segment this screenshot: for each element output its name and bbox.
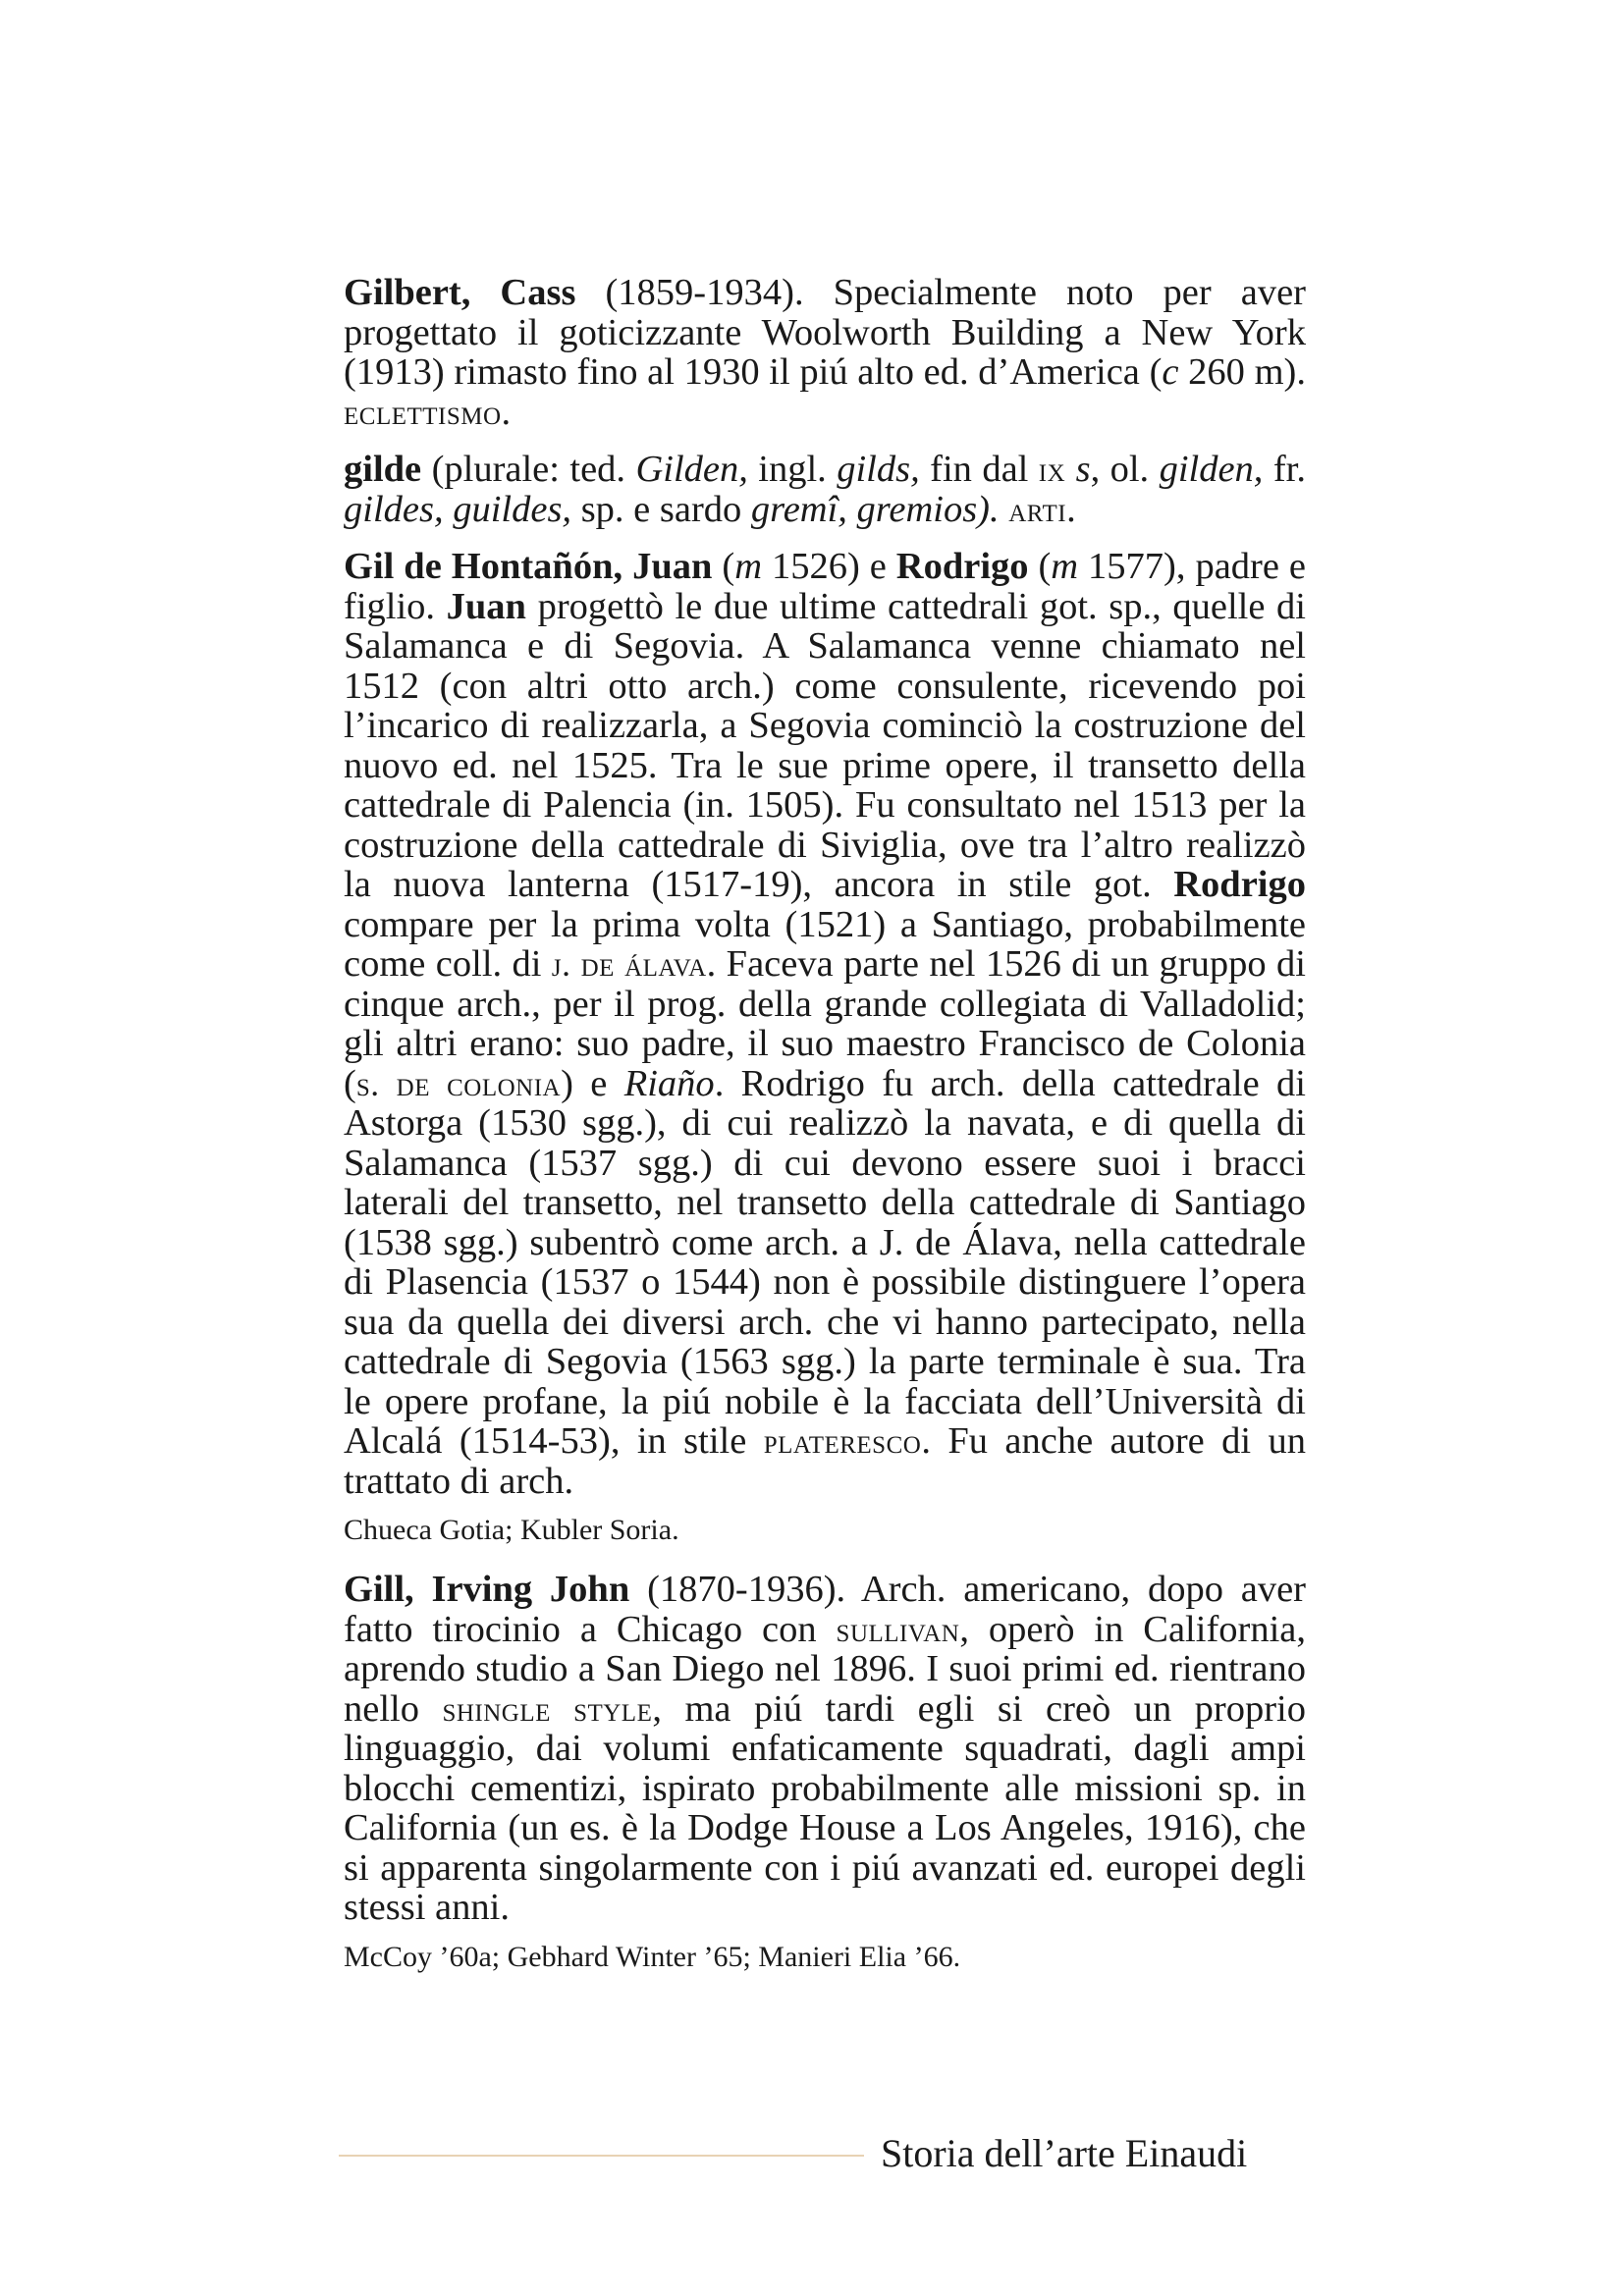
entry-text: 1577), padre e figlio.: [344, 546, 1306, 627]
entry-text: sp. e sardo: [571, 488, 751, 530]
cross-reference: shingle style: [442, 1688, 653, 1729]
entry-text: [1065, 449, 1075, 490]
entry-text: (1859-1934). Specialmente noto per aver progettato il goticizzante Woolworth Building a New York (1913) rimasto fino al 1930 il piú alto ed. d’America (: [344, 272, 1306, 393]
entry-text: (: [1028, 546, 1052, 587]
entry-text: gildes, guildes,: [344, 488, 572, 530]
entry-text: progettò le due ultime cattedrali got. sp., quelle di Salamanca e di Segovia. A Salamanca venne chiamato nel 1512 (con altri otto arch.) come consulente, ricevendo poi l’incarico di realizzarla, a Segovia cominciò la costruzione del nuovo ed. nel 1525. Tra le sue prime opere, il transetto della cattedrale di Palencia (in. 1505). Fu consultato nel 1513 per la costruzione della cattedrale di Siviglia, ove tra l’altro realizzò la nuova lanterna (1517-19), ancora in stile got.: [344, 585, 1306, 905]
entry-text: .: [501, 391, 512, 433]
entry-subhead: Juan: [446, 585, 526, 627]
page-body: [344, 273, 1306, 1997]
entry-headword: Gilbert, Cass: [344, 272, 576, 313]
entry-gill-irving-john: [344, 1570, 1306, 1928]
entry-text: Gilden,: [635, 449, 748, 490]
entry-text: compare per la prima volta (1521) a Santiago, probabilmente come coll. di: [344, 903, 1306, 985]
cross-reference: plateresco: [763, 1421, 922, 1461]
footer-rule: [339, 2155, 864, 2157]
entry-text: , operò in California, aprendo studio a San Diego nel 1896. I suoi primi ed. rientrano nello: [344, 1608, 1306, 1730]
entry-headword: Gill, Irving John: [344, 1569, 630, 1610]
entry-headword: Rodrigo: [895, 546, 1029, 587]
entry-text: (: [712, 546, 735, 587]
cross-reference: s. de colonia: [355, 1063, 562, 1103]
entry-text: . Rodrigo fu arch. della cattedrale di Astorga (1530 sgg.), di cui realizzò la navata, e di quella di Salamanca (1537 sgg.) di cui devono essere suoi i bracci laterali del transetto, nel transetto della cattedrale di Santiago (1538 sgg.) subentrò come arch. a J. de Álava, nella cattedrale di Plasencia (1537 o 1544) non è possibile distinguere l’opera sua da quella dei diversi arch. che vi hanno partecipato, nella cattedrale di Segovia (1563 sgg.) la parte terminale è sua. Tra le opere profane, la piú nobile è la facciata dell’Università di Alcalá (1514-53), in stile: [344, 1062, 1306, 1462]
entry-text: gremî, gremios).: [750, 488, 1000, 530]
entry-text: . Faceva parte nel 1526 di un gruppo di cinque arch., per il prog. della grande collegiata di Valladolid; gli altri erano: suo padre, il suo maestro Francisco de Colonia (: [344, 943, 1306, 1104]
entry-text: s: [1075, 449, 1091, 490]
entry-gilde: [344, 450, 1306, 529]
cross-reference: sullivan: [836, 1609, 960, 1649]
entry-text: gilds,: [837, 449, 920, 490]
entry-text: , ol.: [1090, 449, 1160, 490]
entry-text: c: [1162, 351, 1179, 393]
entry-text: , ma piú tardi egli si creò un proprio linguaggio, dai volumi enfaticamente squadrati, dagli ampi blocchi cementizi, ispirato probabilmente alle missioni sp. in California (un es. è la Dodge House a Los Angeles, 1916), che si apparenta singolarmente con i piú avanzati ed. europei degli stessi anni.: [344, 1687, 1307, 1928]
entry-text: . Fu anche autore di un trattato di arch.: [344, 1420, 1306, 1502]
entry-subhead: Rodrigo: [1173, 864, 1306, 905]
entry-headword: gilde: [344, 449, 422, 490]
cross-reference: arti: [1008, 489, 1067, 529]
bibliography: Chueca Gotia; Kubler Soria.: [344, 1514, 679, 1546]
entry-gil-de-hontanon: [344, 547, 1306, 1501]
entry-text: 1526) e: [762, 546, 896, 587]
footer-publisher: Storia dell’arte Einaudi: [881, 2131, 1248, 2175]
cross-reference: j. de álava: [551, 944, 707, 984]
entry-text: (1870-1936). Arch. americano, dopo aver fatto tirocinio a Chicago con: [344, 1569, 1306, 1650]
entry-text: [1000, 489, 1009, 530]
entry-text: fr.: [1263, 449, 1306, 490]
entry-text: ix: [1038, 450, 1066, 489]
entry-text: m: [734, 546, 762, 587]
entry-headword: Gil de Hontañón, Juan: [344, 546, 713, 587]
bibliography: McCoy ’60a; Gebhard Winter ’65; Manieri Elia ’66.: [344, 1940, 961, 1973]
entry-text: Riaño: [623, 1062, 715, 1104]
entry-gilbert-cass: [344, 273, 1306, 432]
entry-text: 260 m).: [1178, 351, 1306, 393]
entry-text: m: [1051, 546, 1079, 587]
entry-text: fin dal: [919, 449, 1039, 490]
entry-text: (plurale: ted.: [421, 449, 636, 490]
cross-reference: eclettismo: [344, 392, 502, 432]
entry-text: ingl.: [747, 449, 838, 490]
entry-text: gilden,: [1159, 449, 1264, 490]
entry-text: .: [1066, 488, 1076, 530]
entry-text: ) e: [561, 1062, 624, 1104]
